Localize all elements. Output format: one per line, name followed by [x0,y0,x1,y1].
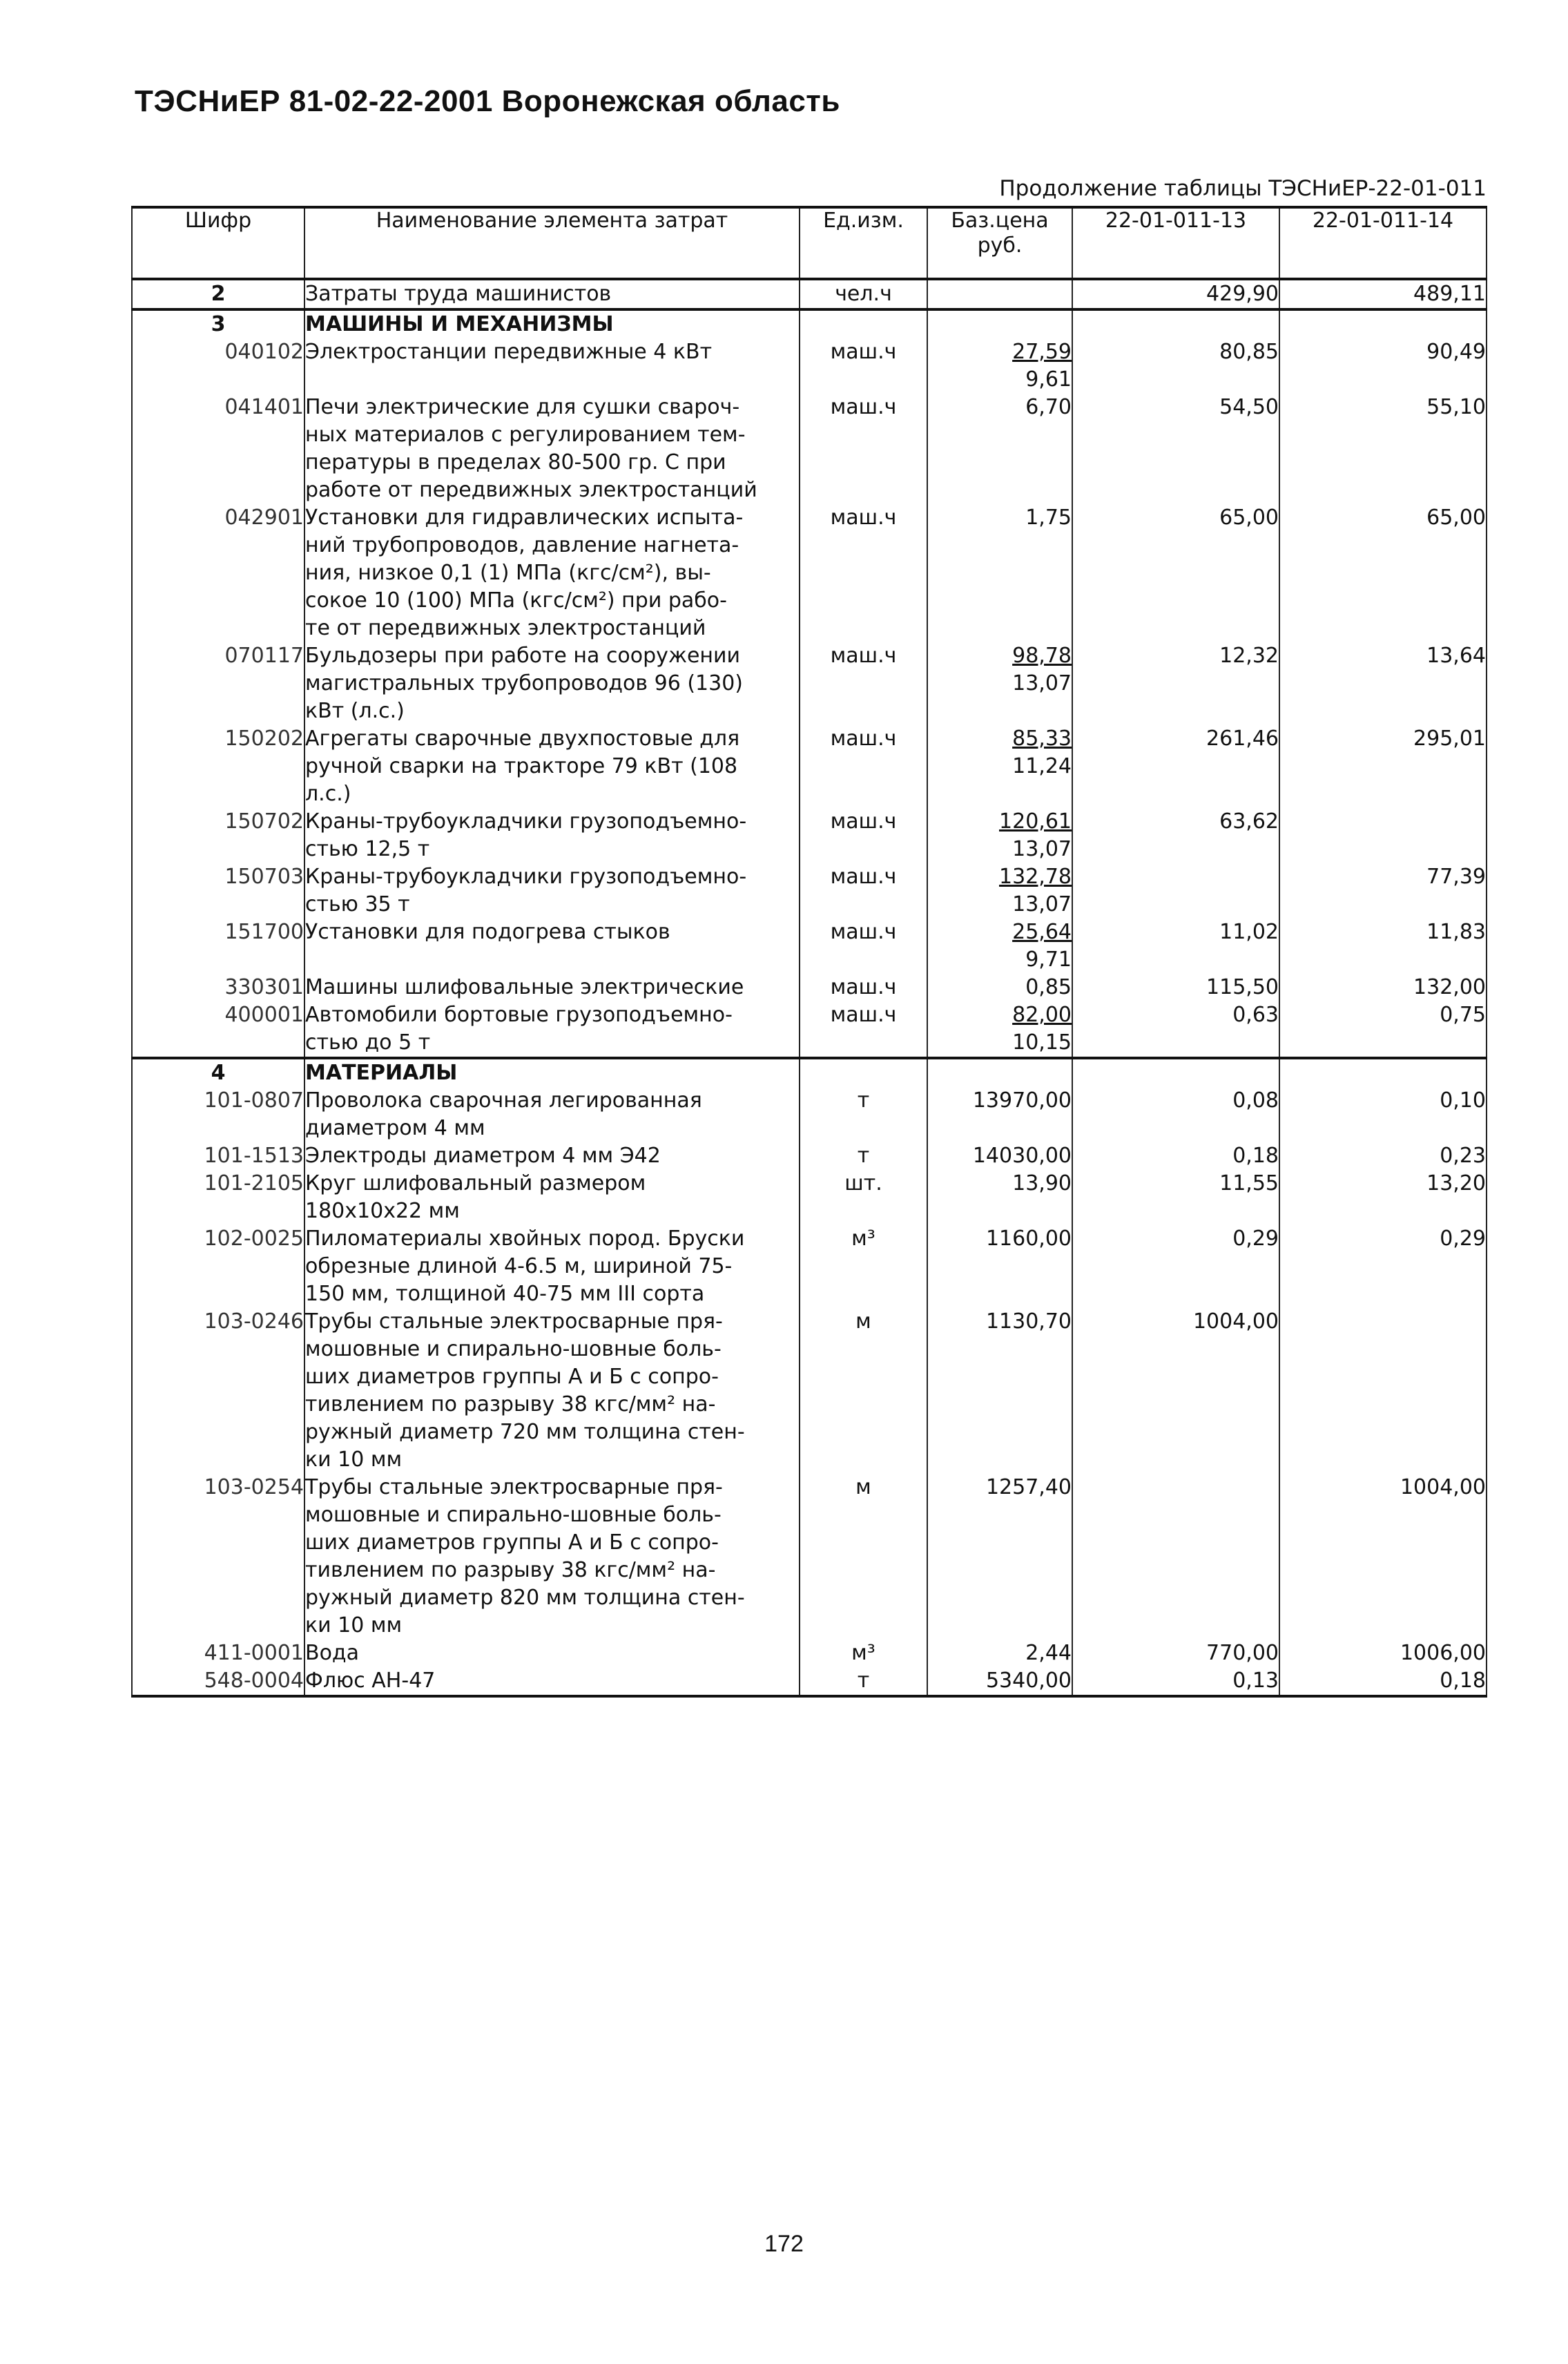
material-value-13: 11,55 [1072,1170,1279,1225]
machine-base-price: 85,33 [1012,727,1072,751]
machine-value-13: 65,00 [1072,504,1279,642]
machine-name: Установки для подогрева стыков [304,919,800,974]
machine-price [927,808,1072,863]
machines-section-title [304,309,800,338]
machine-unit: маш.ч [800,338,927,394]
material-value-14: 0,29 [1279,1225,1487,1308]
material-code: 411-0001 [132,1640,304,1667]
material-code: 103-0246 [132,1308,304,1474]
machine-name: Автомобили бортовые грузоподъемно- стью до 5 т [304,1001,800,1058]
machine-price [927,919,1072,974]
material-price: 13,90 [927,1170,1072,1225]
material-value-13: 1004,00 [1072,1308,1279,1474]
machine-value-13 [1072,863,1279,919]
machines-section-row [132,309,1487,338]
col-header-norm-13: 22-01-011-13 [1072,207,1279,279]
col-header-name: Наименование элемента затрат [304,207,800,279]
machine-name: Краны-трубоукладчики грузоподъемно- стью 35 т [304,863,800,919]
machine-value-14: 77,39 [1279,863,1487,919]
machine-code: 150202 [132,725,304,808]
table-continuation-label: Продолжение таблицы ТЭСНиЕР-22-01-011 [999,176,1487,201]
machines-section-number: 3 [132,309,304,338]
machine-base-price: 82,00 [1012,1003,1072,1027]
machine-name: Машины шлифовальные электрические [304,974,800,1001]
material-name: Трубы стальные электросварные пря- мошовные и спирально-шовные боль- ших диаметров группы А и Б с сопро- тивлением по разрыву 38 кгс/мм² на- ружный диаметр 720 мм толщина стен- ки 10 мм [304,1308,800,1474]
material-value-14: 0,23 [1279,1142,1487,1170]
machine-name: Агрегаты сварочные двухпостовые для ручной сварки на тракторе 79 кВт (108 л.с.) [304,725,800,808]
machine-row [132,863,1487,919]
material-row [132,1170,1487,1225]
labor-value-13: 429,90 [1072,279,1279,309]
col-header-code: Шифр [132,207,304,279]
material-name: Пиломатериалы хвойных пород. Бруски обрезные длиной 4-6.5 м, шириной 75- 150 мм, толщиной 40-75 мм III сорта [304,1225,800,1308]
machine-unit: маш.ч [800,725,927,808]
machine-price [927,504,1072,642]
material-price: 1160,00 [927,1225,1072,1308]
material-unit: т [800,1087,927,1142]
machine-price [927,394,1072,504]
material-unit: м [800,1474,927,1640]
material-price: 13970,00 [927,1087,1072,1142]
material-unit: шт. [800,1170,927,1225]
machine-unit: маш.ч [800,808,927,863]
machine-base-price: 0,85 [1025,975,1072,999]
machine-row [132,504,1487,642]
machine-value-14: 132,00 [1279,974,1487,1001]
machine-value-13: 0,63 [1072,1001,1279,1058]
material-unit: м³ [800,1640,927,1667]
material-unit: т [800,1142,927,1170]
col-header-norm-14: 22-01-011-14 [1279,207,1487,279]
machine-unit: маш.ч [800,504,927,642]
machine-base-price: 120,61 [999,809,1072,834]
materials-section-title-text: МАТЕРИАЛЫ [305,1061,458,1085]
machine-operator-wage: 13,07 [1012,892,1072,916]
material-value-14: 1006,00 [1279,1640,1487,1667]
machine-name: Электростанции передвижные 4 кВт [304,338,800,394]
material-name: Круг шлифовальный размером 180х10х22 мм [304,1170,800,1225]
material-value-13: 0,29 [1072,1225,1279,1308]
machine-value-13: 63,62 [1072,808,1279,863]
labor-price [927,279,1072,309]
material-name: Трубы стальные электросварные пря- мошовные и спирально-шовные боль- ших диаметров группы А и Б с сопро- тивлением по разрыву 38 кгс/мм² на- ружный диаметр 820 мм толщина стен- ки 10 мм [304,1474,800,1640]
machine-code: 040102 [132,338,304,394]
cost-table [131,206,1487,1698]
labor-row [132,279,1487,309]
machine-value-14: 90,49 [1279,338,1487,394]
machine-code: 151700 [132,919,304,974]
machine-value-13: 12,32 [1072,642,1279,725]
machine-value-14: 55,10 [1279,394,1487,504]
machine-row [132,974,1487,1001]
material-row [132,1474,1487,1640]
material-unit: м³ [800,1225,927,1308]
material-unit: т [800,1667,927,1696]
machine-code: 330301 [132,974,304,1001]
col-header-price [927,207,1072,279]
material-code: 101-0807 [132,1087,304,1142]
machine-row [132,808,1487,863]
table-header-row [132,207,1487,279]
material-row [132,1308,1487,1474]
material-value-13: 0,08 [1072,1087,1279,1142]
material-value-14: 13,20 [1279,1170,1487,1225]
col-header-unit: Ед.изм. [800,207,927,279]
machine-base-price: 27,59 [1012,340,1072,364]
labor-section-number: 2 [132,279,304,309]
machine-code: 042901 [132,504,304,642]
machine-name: Бульдозеры при работе на сооружении магистральных трубопроводов 96 (130) кВт (л.с.) [304,642,800,725]
material-value-13: 770,00 [1072,1640,1279,1667]
machine-row [132,338,1487,394]
machine-name: Краны-трубоукладчики грузоподъемно- стью 12,5 т [304,808,800,863]
material-row [132,1087,1487,1142]
machine-code: 150702 [132,808,304,863]
material-price: 1130,70 [927,1308,1072,1474]
material-row [132,1640,1487,1667]
machine-value-13: 115,50 [1072,974,1279,1001]
machine-value-13: 11,02 [1072,919,1279,974]
machine-code: 070117 [132,642,304,725]
material-row [132,1142,1487,1170]
material-code: 548-0004 [132,1667,304,1696]
material-name: Электроды диаметром 4 мм Э42 [304,1142,800,1170]
material-name: Проволока сварочная легированная диаметром 4 мм [304,1087,800,1142]
materials-section-row [132,1058,1487,1087]
machine-base-price: 25,64 [1012,920,1072,944]
material-name: Вода [304,1640,800,1667]
material-code: 103-0254 [132,1474,304,1640]
labor-name: Затраты труда машинистов [304,279,800,309]
machine-operator-wage: 13,07 [1012,671,1072,695]
material-code: 102-0025 [132,1225,304,1308]
material-value-14: 0,18 [1279,1667,1487,1696]
material-value-14: 0,10 [1279,1087,1487,1142]
machine-row [132,919,1487,974]
material-value-14: 1004,00 [1279,1474,1487,1640]
machine-unit: маш.ч [800,394,927,504]
material-unit: м [800,1308,927,1474]
material-value-13 [1072,1474,1279,1640]
machine-unit: маш.ч [800,974,927,1001]
machine-unit: маш.ч [800,919,927,974]
machine-operator-wage: 11,24 [1012,754,1072,778]
machine-name: Печи электрические для сушки свароч- ных материалов с регулированием тем- пературы в пределах 80-500 гр. С при работе от передвижных электростанций [304,394,800,504]
material-name: Флюс АН-47 [304,1667,800,1696]
material-value-14 [1279,1308,1487,1474]
machine-base-price: 132,78 [999,865,1072,889]
price-header-line2: руб. [977,233,1023,258]
machine-unit: маш.ч [800,642,927,725]
material-row [132,1667,1487,1696]
machine-price [927,338,1072,394]
machine-row [132,1001,1487,1058]
machine-operator-wage: 9,61 [1025,367,1072,392]
machine-code: 400001 [132,1001,304,1058]
machine-row [132,725,1487,808]
machine-price [927,725,1072,808]
machine-unit: маш.ч [800,1001,927,1058]
machine-price [927,974,1072,1001]
material-row [132,1225,1487,1308]
machine-value-14: 13,64 [1279,642,1487,725]
machine-price [927,642,1072,725]
material-price: 5340,00 [927,1667,1072,1696]
material-value-13: 0,13 [1072,1667,1279,1696]
machine-value-14: 295,01 [1279,725,1487,808]
machine-operator-wage: 13,07 [1012,837,1072,861]
machine-operator-wage: 10,15 [1012,1030,1072,1055]
machine-value-14: 11,83 [1279,919,1487,974]
machine-operator-wage: 9,71 [1025,948,1072,972]
material-code: 101-2105 [132,1170,304,1225]
machine-base-price: 1,75 [1025,506,1072,530]
machine-price [927,1001,1072,1058]
material-value-13: 0,18 [1072,1142,1279,1170]
machine-value-14: 0,75 [1279,1001,1487,1058]
machine-code: 150703 [132,863,304,919]
machine-value-13: 54,50 [1072,394,1279,504]
labor-unit: чел.ч [800,279,927,309]
machine-base-price: 6,70 [1025,395,1072,419]
material-price: 14030,00 [927,1142,1072,1170]
machine-name: Установки для гидравлических испыта- ний трубопроводов, давление нагнета- ния, низкое 0,1 (1) МПа (кгс/см²), вы- сокое 10 (100) МПа (кгс/см²) при рабо- те от передвижных электростанций [304,504,800,642]
material-code: 101-1513 [132,1142,304,1170]
machine-value-13: 261,46 [1072,725,1279,808]
machine-unit: маш.ч [800,863,927,919]
labor-value-14: 489,11 [1279,279,1487,309]
material-price: 2,44 [927,1640,1072,1667]
materials-section-number: 4 [132,1058,304,1087]
price-header-line1: Баз.цена [951,209,1049,233]
page-number: 172 [764,2231,804,2257]
machine-value-14: 65,00 [1279,504,1487,642]
machine-row [132,394,1487,504]
materials-section-title [304,1058,800,1087]
machine-price [927,863,1072,919]
document-title: ТЭСНиЕР 81-02-22-2001 Воронежская область [135,84,840,118]
machine-code: 041401 [132,394,304,504]
material-price: 1257,40 [927,1474,1072,1640]
machines-section-title-text: МАШИНЫ И МЕХАНИЗМЫ [305,312,614,336]
machine-row [132,642,1487,725]
machine-value-13: 80,85 [1072,338,1279,394]
machine-value-14 [1279,808,1487,863]
machine-base-price: 98,78 [1012,644,1072,668]
